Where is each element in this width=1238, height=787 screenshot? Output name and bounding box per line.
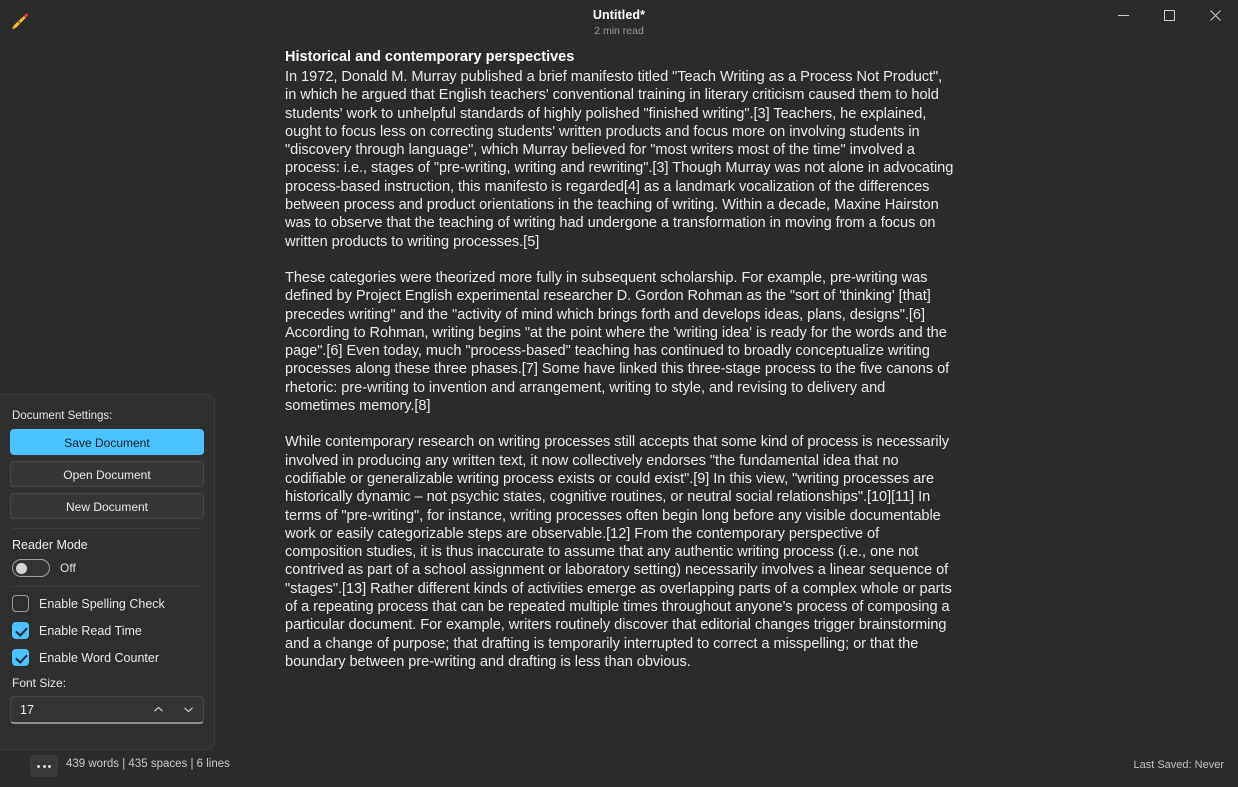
read-time-row[interactable] — [12, 622, 204, 639]
document-paragraph: These categories were theorized more fully in subsequent scholarship. For example, pre-writing was defined by Project English experimental researcher D. Gordon Rohman as the "sort of 'thinking' [that] precedes writing" and the "activity of mind which brings forth and develops ideas, plans, designs".[6] According to Rohman, writing begins "at the point where the 'writing idea' is ready for the words and the page".[6] Even today, much "process-based" teaching has continued to broadly conceptualize writing processes along these three phases.[7] Some have linked this three-stage process to the five canons of rhetoric: pre-writing to invention and arrangement, writing to style, and revising to delivery and sometimes memory.[8] — [285, 269, 950, 415]
minimize-button[interactable] — [1100, 0, 1146, 30]
toggle-knob — [16, 563, 27, 574]
font-size-value[interactable]: 17 — [20, 702, 34, 717]
save-document-button[interactable]: Save Document — [10, 429, 204, 455]
settings-divider — [12, 586, 202, 587]
window-controls — [1100, 0, 1238, 30]
status-bar — [0, 751, 1238, 787]
font-size-stepper[interactable] — [10, 696, 204, 724]
chevron-down-icon[interactable] — [173, 697, 203, 723]
document-stats: 439 words | 435 spaces | 6 lines — [66, 758, 230, 770]
settings-heading: Document Settings: — [12, 410, 113, 422]
spelling-check-label: Enable Spelling Check — [39, 596, 165, 611]
read-time-label: 2 min read — [594, 25, 644, 37]
title-block — [0, 7, 1238, 38]
spelling-check-checkbox[interactable] — [12, 595, 29, 612]
document-settings-panel — [0, 394, 215, 750]
word-counter-row[interactable] — [12, 649, 204, 666]
spelling-check-row[interactable] — [12, 595, 204, 612]
document-paragraph: While contemporary research on writing processes still accepts that some kind of process is necessarily involved in producing any written text, it now collectively endorses "the fundamental idea that no codifiable or generalizable writing process exists or could exist".[9] In this view, "writing processes are historically dynamic – not psychic states, cognitive routines, or neutral social relationships".[10][11] In terms of "pre-writing", for instance, writing processes often begin long before any visible documentable work or easily categorizable steps are observable.[12] From the contemporary perspective of composition studies, it is thus inaccurate to assume that any authentic writing process (i.e., one not contrived as part of a school assignment or laboratory setting) necessarily involves a linear sequence of "stages".[13] Rather different kinds of activities emerge as overlapping parts of a complex whole or parts of a repeating process that can be repeated multiple times throughout anyone's process of composing a particular document. For example, writers routinely discover that editorial changes trigger brainstorming and a change of purpose; that drafting is temporarily interrupted to correct a misspelling; or that the boundary between pre-writing and drafting is less than obvious. — [285, 434, 952, 670]
chevron-up-icon[interactable] — [143, 697, 173, 723]
settings-divider — [12, 528, 202, 529]
last-saved-label: Last Saved: Never — [1133, 759, 1224, 771]
fountain-pen-nib-icon — [8, 9, 32, 33]
reader-mode-row — [12, 559, 204, 577]
read-time-label: Enable Read Time — [39, 623, 142, 638]
read-time-checkbox[interactable] — [12, 622, 29, 639]
close-button[interactable] — [1192, 0, 1238, 30]
font-size-label: Font Size: — [12, 676, 67, 690]
word-counter-label: Enable Word Counter — [39, 650, 159, 665]
word-counter-checkbox[interactable] — [12, 649, 29, 666]
reader-mode-label: Reader Mode — [12, 538, 88, 552]
reader-mode-state: Off — [60, 561, 76, 575]
reader-mode-toggle[interactable] — [12, 559, 50, 577]
maximize-button[interactable] — [1146, 0, 1192, 30]
ellipsis-icon[interactable] — [30, 755, 58, 777]
new-document-button[interactable]: New Document — [10, 493, 204, 519]
document-paragraph: In 1972, Donald M. Murray published a brief manifesto titled "Teach Writing as a Process Not Product", in which he argued that English teachers' conventional training in literary criticism caused them to hold students' work to unhelpful standards of highly polished "finished writing".[3] Teachers, he explained, ought to focus less on correcting students' written products and focus more on involving students in "discovery through language", which Murray believed for "most writers most of the time" involved a process: i.e., stages of "pre-writing, writing and rewriting".[3] Though Murray was not alone in advocating process-based instruction, this manifesto is regarded[4] as a landmark vocalization of the differences between process and product orientations in the teaching of writing. Within a decade, Maxine Hairston was to observe that the teaching of writing had undergone a transformation in moving from a focus on written products to writing processes.[5] — [285, 69, 954, 250]
title-bar — [0, 0, 1238, 40]
document-editor[interactable] — [215, 40, 1238, 747]
document-heading: Historical and contemporary perspectives — [285, 49, 575, 65]
document-title: Untitled* — [592, 8, 646, 22]
open-document-button[interactable]: Open Document — [10, 461, 204, 487]
